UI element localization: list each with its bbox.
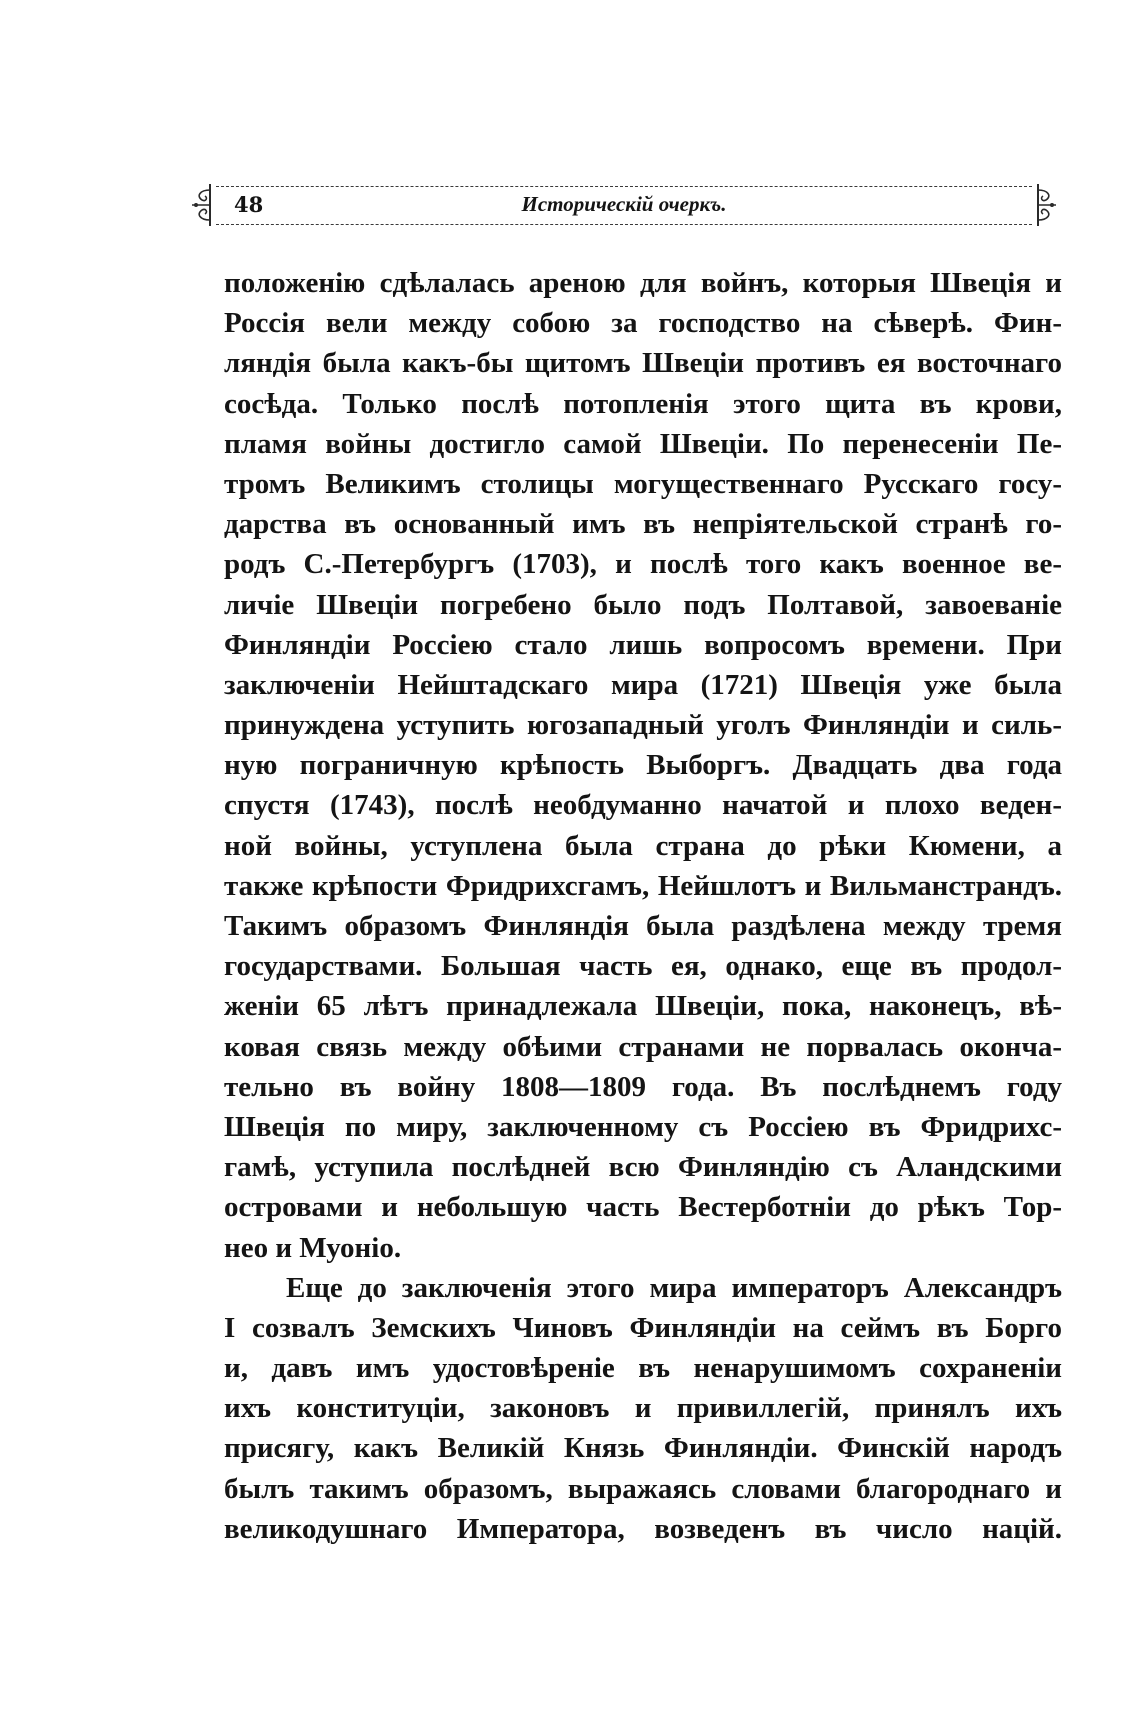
text-line: ляндія была какъ-бы щитомъ Швеціи противъ ея восточнаго (224, 347, 1062, 380)
text-line: ную пограничную крѣпость Выборгъ. Двадцать два года (224, 749, 1062, 782)
text-line: родъ С.-Петербургъ (1703), и послѣ того какъ военное ве- (224, 548, 1062, 581)
text-line: ной войны, уступлена была страна до рѣки Кюмени, а (224, 829, 1062, 862)
paragraph-first-line: Еще до заключенія этого мира императоръ Александръ (286, 1271, 1062, 1304)
text-line: женіи 65 лѣтъ принадлежала Швеціи, пока, наконецъ, вѣ- (224, 990, 1062, 1023)
text-line: великодушнаго Императора, возведенъ въ число націй. (224, 1512, 1062, 1545)
text-line: сосѣда. Только послѣ потопленія этого щита въ крови, (224, 387, 1062, 420)
text-line: былъ такимъ образомъ, выражаясь словами благороднаго и (224, 1472, 1062, 1505)
text-line: гамѣ, уступила послѣдней всю Финляндію съ Аландскими (224, 1151, 1062, 1184)
right-ornament-icon (1032, 180, 1058, 230)
text-line: спустя (1743), послѣ необдуманно начатой и плохо веден- (224, 789, 1062, 822)
text-line: дарства въ основанный имъ въ непріятельской странѣ го- (224, 508, 1062, 541)
text-line: принуждена уступить югозападный уголъ Финляндіи и силь- (224, 709, 1062, 742)
text-line: тельно въ войну 1808—1809 года. Въ послѣднемъ году (224, 1070, 1062, 1103)
text-line: заключеніи Нейштадскаго мира (1721) Швеція уже была (224, 668, 1062, 701)
paragraph-last-line: нео и Муоніо. (224, 1231, 402, 1264)
text-line: ихъ конституціи, законовъ и привиллегій, принялъ ихъ (224, 1392, 1062, 1425)
text-line: Россія вели между собою за господство на сѣверѣ. Фин- (224, 307, 1062, 340)
body-text (224, 263, 1062, 1549)
page-header (190, 178, 1058, 230)
text-line: государствами. Большая часть ея, однако, еще въ продол- (224, 950, 1062, 983)
text-line: ковая связь между обѣими странами не порвалась оконча- (224, 1030, 1062, 1063)
running-title: Историческій очеркъ. (521, 192, 727, 216)
text-line: пламя войны достигло самой Швеціи. По перенесеніи Пе- (224, 427, 1062, 460)
text-line: положенію сдѣлалась ареною для войнъ, которыя Швеція и (224, 267, 1062, 299)
text-line: Такимъ образомъ Финляндія была раздѣлена между тремя (224, 910, 1062, 942)
text-line: островами и небольшую часть Вестерботніи до рѣкъ Тор- (224, 1191, 1062, 1224)
text-line: личіе Швеціи погребено было подъ Полтавой, завоеваніе (224, 588, 1062, 621)
text-line: и, давъ имъ удостовѣреніе въ ненарушимомъ сохраненіи (224, 1352, 1062, 1385)
text-line: также крѣпости Фридрихсгамъ, Нейшлотъ и Вильманстрандъ. (224, 869, 1062, 902)
text-line: тромъ Великимъ столицы могущественнаго Русскаго госу- (224, 467, 1062, 500)
text-line: I созвалъ Земскихъ Чиновъ Финляндіи на сеймъ въ Борго (224, 1311, 1062, 1344)
header-rule-top (216, 186, 1032, 187)
page-number: 48 (234, 192, 264, 217)
text-line: Швеція по миру, заключенному съ Россіею въ Фридрихс- (224, 1110, 1062, 1143)
header-rule-bottom (216, 224, 1032, 225)
text-line: Финляндіи Россіею стало лишь вопросомъ времени. При (224, 628, 1062, 661)
text-line: присягу, какъ Великій Князь Финляндіи. Финскій народъ (224, 1432, 1062, 1465)
